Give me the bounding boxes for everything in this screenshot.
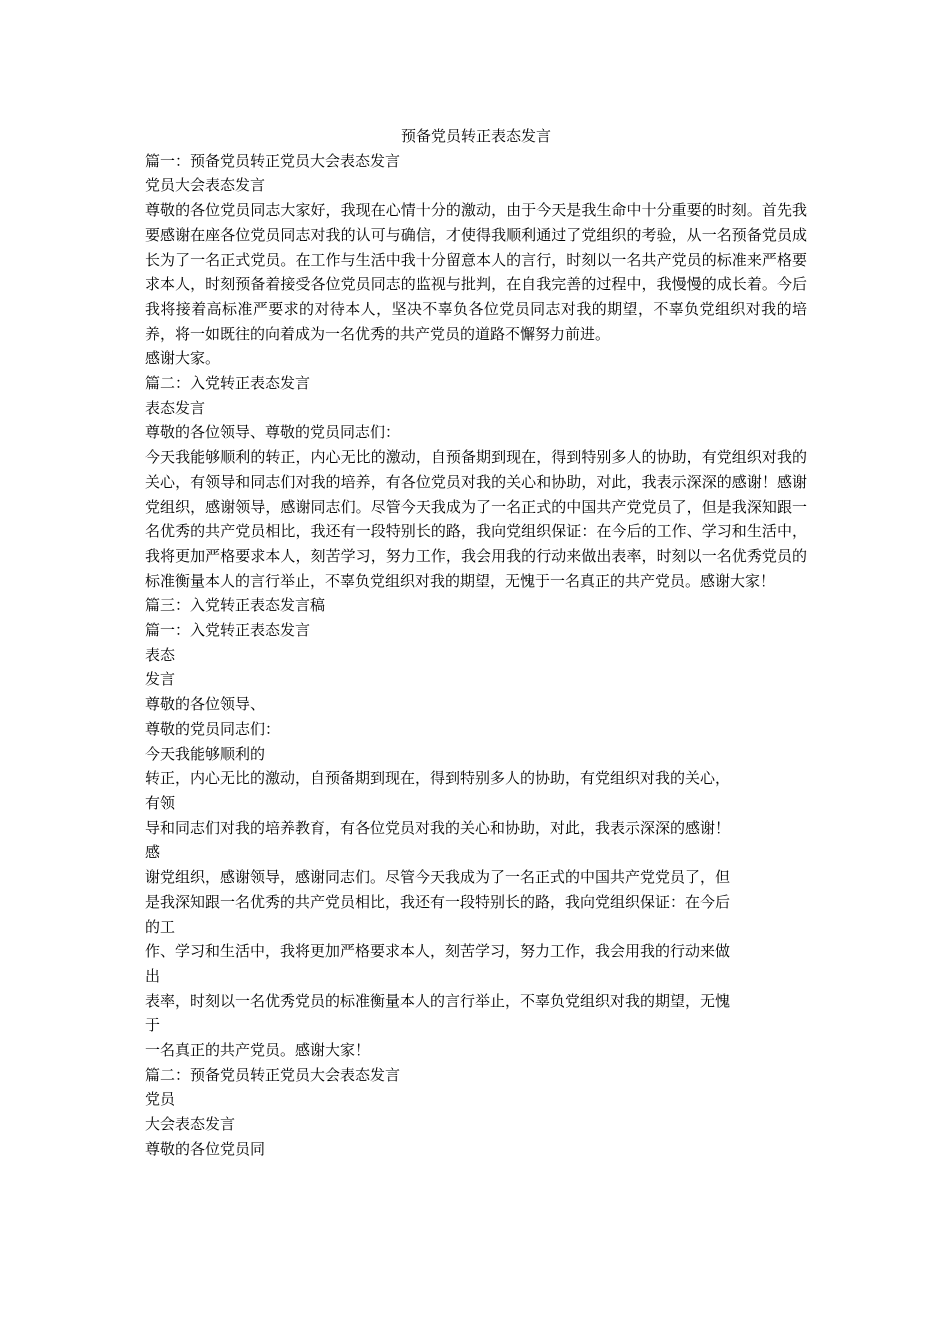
text-line: 是我深知跟一名优秀的共产党员相比，我还有一段特别长的路，我向党组织保证：在今后	[145, 892, 731, 911]
text-line: 转正，内心无比的激动，自预备期到现在，得到特别多人的协助，有党组织对我的关心，	[145, 769, 731, 788]
text-line: 篇二：入党转正表态发言	[145, 374, 311, 393]
text-line: 发言	[145, 670, 176, 689]
text-line: 篇三：入党转正表态发言稿	[145, 596, 326, 615]
text-line: 感	[145, 843, 161, 862]
document-title: 预备党员转正表态发言	[400, 127, 551, 145]
document-body	[145, 149, 807, 1162]
text-line: 尊敬的各位领导、尊敬的党员同志们：	[145, 423, 401, 442]
text-line: 党员大会表态发言	[145, 176, 266, 195]
text-line: 今天我能够顺利的	[145, 744, 266, 763]
text-line: 作、学习和生活中，我将更加严格要求本人，刻苦学习，努力工作，我会用我的行动来做	[145, 942, 731, 961]
text-line: 党员	[145, 1090, 176, 1109]
document-page	[145, 124, 807, 1162]
body-paragraph: 今天我能够顺利的转正，内心无比的激动，自预备期到现在，得到特别多人的协助，有党组织对我的关心，有领导和同志们对我的培养，有各位党员对我的关心和协助，对此，我表示深深的感谢！感谢党组织，感谢领导，感谢同志们。尽管今天我成为了一名正式的中国共产党党员了，但是我深知跟一名优秀的共产党员相比，我还有一段特别长的路，我向党组织保证：在今后的工作、学习和生活中，我将更加严格要求本人，刻苦学习，努力工作，我会用我的行动来做出表率，时刻以一名优秀党员的标准衡量本人的言行举止，不辜负党组织对我的期望，无愧于一名真正的共产党员。感谢大家！	[145, 448, 807, 590]
text-line: 篇一：入党转正表态发言	[145, 621, 311, 640]
text-line: 一名真正的共产党员。感谢大家！	[145, 1041, 371, 1060]
text-line: 谢党组织，感谢领导，感谢同志们。尽管今天我成为了一名正式的中国共产党党员了，但	[145, 868, 731, 887]
body-paragraph: 尊敬的各位党员同志大家好，我现在心情十分的激动，由于今天是我生命中十分重要的时刻。首先我要感谢在座各位党员同志对我的认可与确信，才使得我顺利通过了党组织的考验，从一名预备党员成长为了一名正式党员。在工作与生活中我十分留意本人的言行，时刻以一名共产党员的标准来严格要求本人，时刻预备着接受各位党员同志的监视与批判，在自我完善的过程中，我慢慢的成长着。今后我将接着高标准严要求的对待本人，坚决不辜负各位党员同志对我的期望，不辜负党组织对我的培养，将一如既往的向着成为一名优秀的共产党员的道路不懈努力前进。	[145, 201, 807, 343]
text-line: 表态发言	[145, 398, 206, 417]
text-line: 于	[145, 1016, 161, 1035]
text-line: 表态	[145, 645, 176, 664]
text-line: 有领	[145, 793, 176, 812]
text-line: 表率，时刻以一名优秀党员的标准衡量本人的言行举止，不辜负党组织对我的期望，无愧	[145, 991, 731, 1010]
text-line: 感谢大家。	[145, 349, 221, 368]
text-line: 尊敬的党员同志们：	[145, 719, 281, 738]
text-line: 导和同志们对我的培养教育，有各位党员对我的关心和协助，对此，我表示深深的感谢！	[145, 818, 731, 837]
text-line: 出	[145, 966, 161, 985]
text-line: 大会表态发言	[145, 1115, 236, 1134]
text-line: 尊敬的各位党员同	[145, 1139, 266, 1158]
text-line: 篇二：预备党员转正党员大会表态发言	[145, 1065, 401, 1084]
text-line: 篇一：预备党员转正党员大会表态发言	[145, 151, 401, 170]
text-line: 的工	[145, 917, 176, 936]
text-line: 尊敬的各位领导、	[145, 695, 266, 714]
